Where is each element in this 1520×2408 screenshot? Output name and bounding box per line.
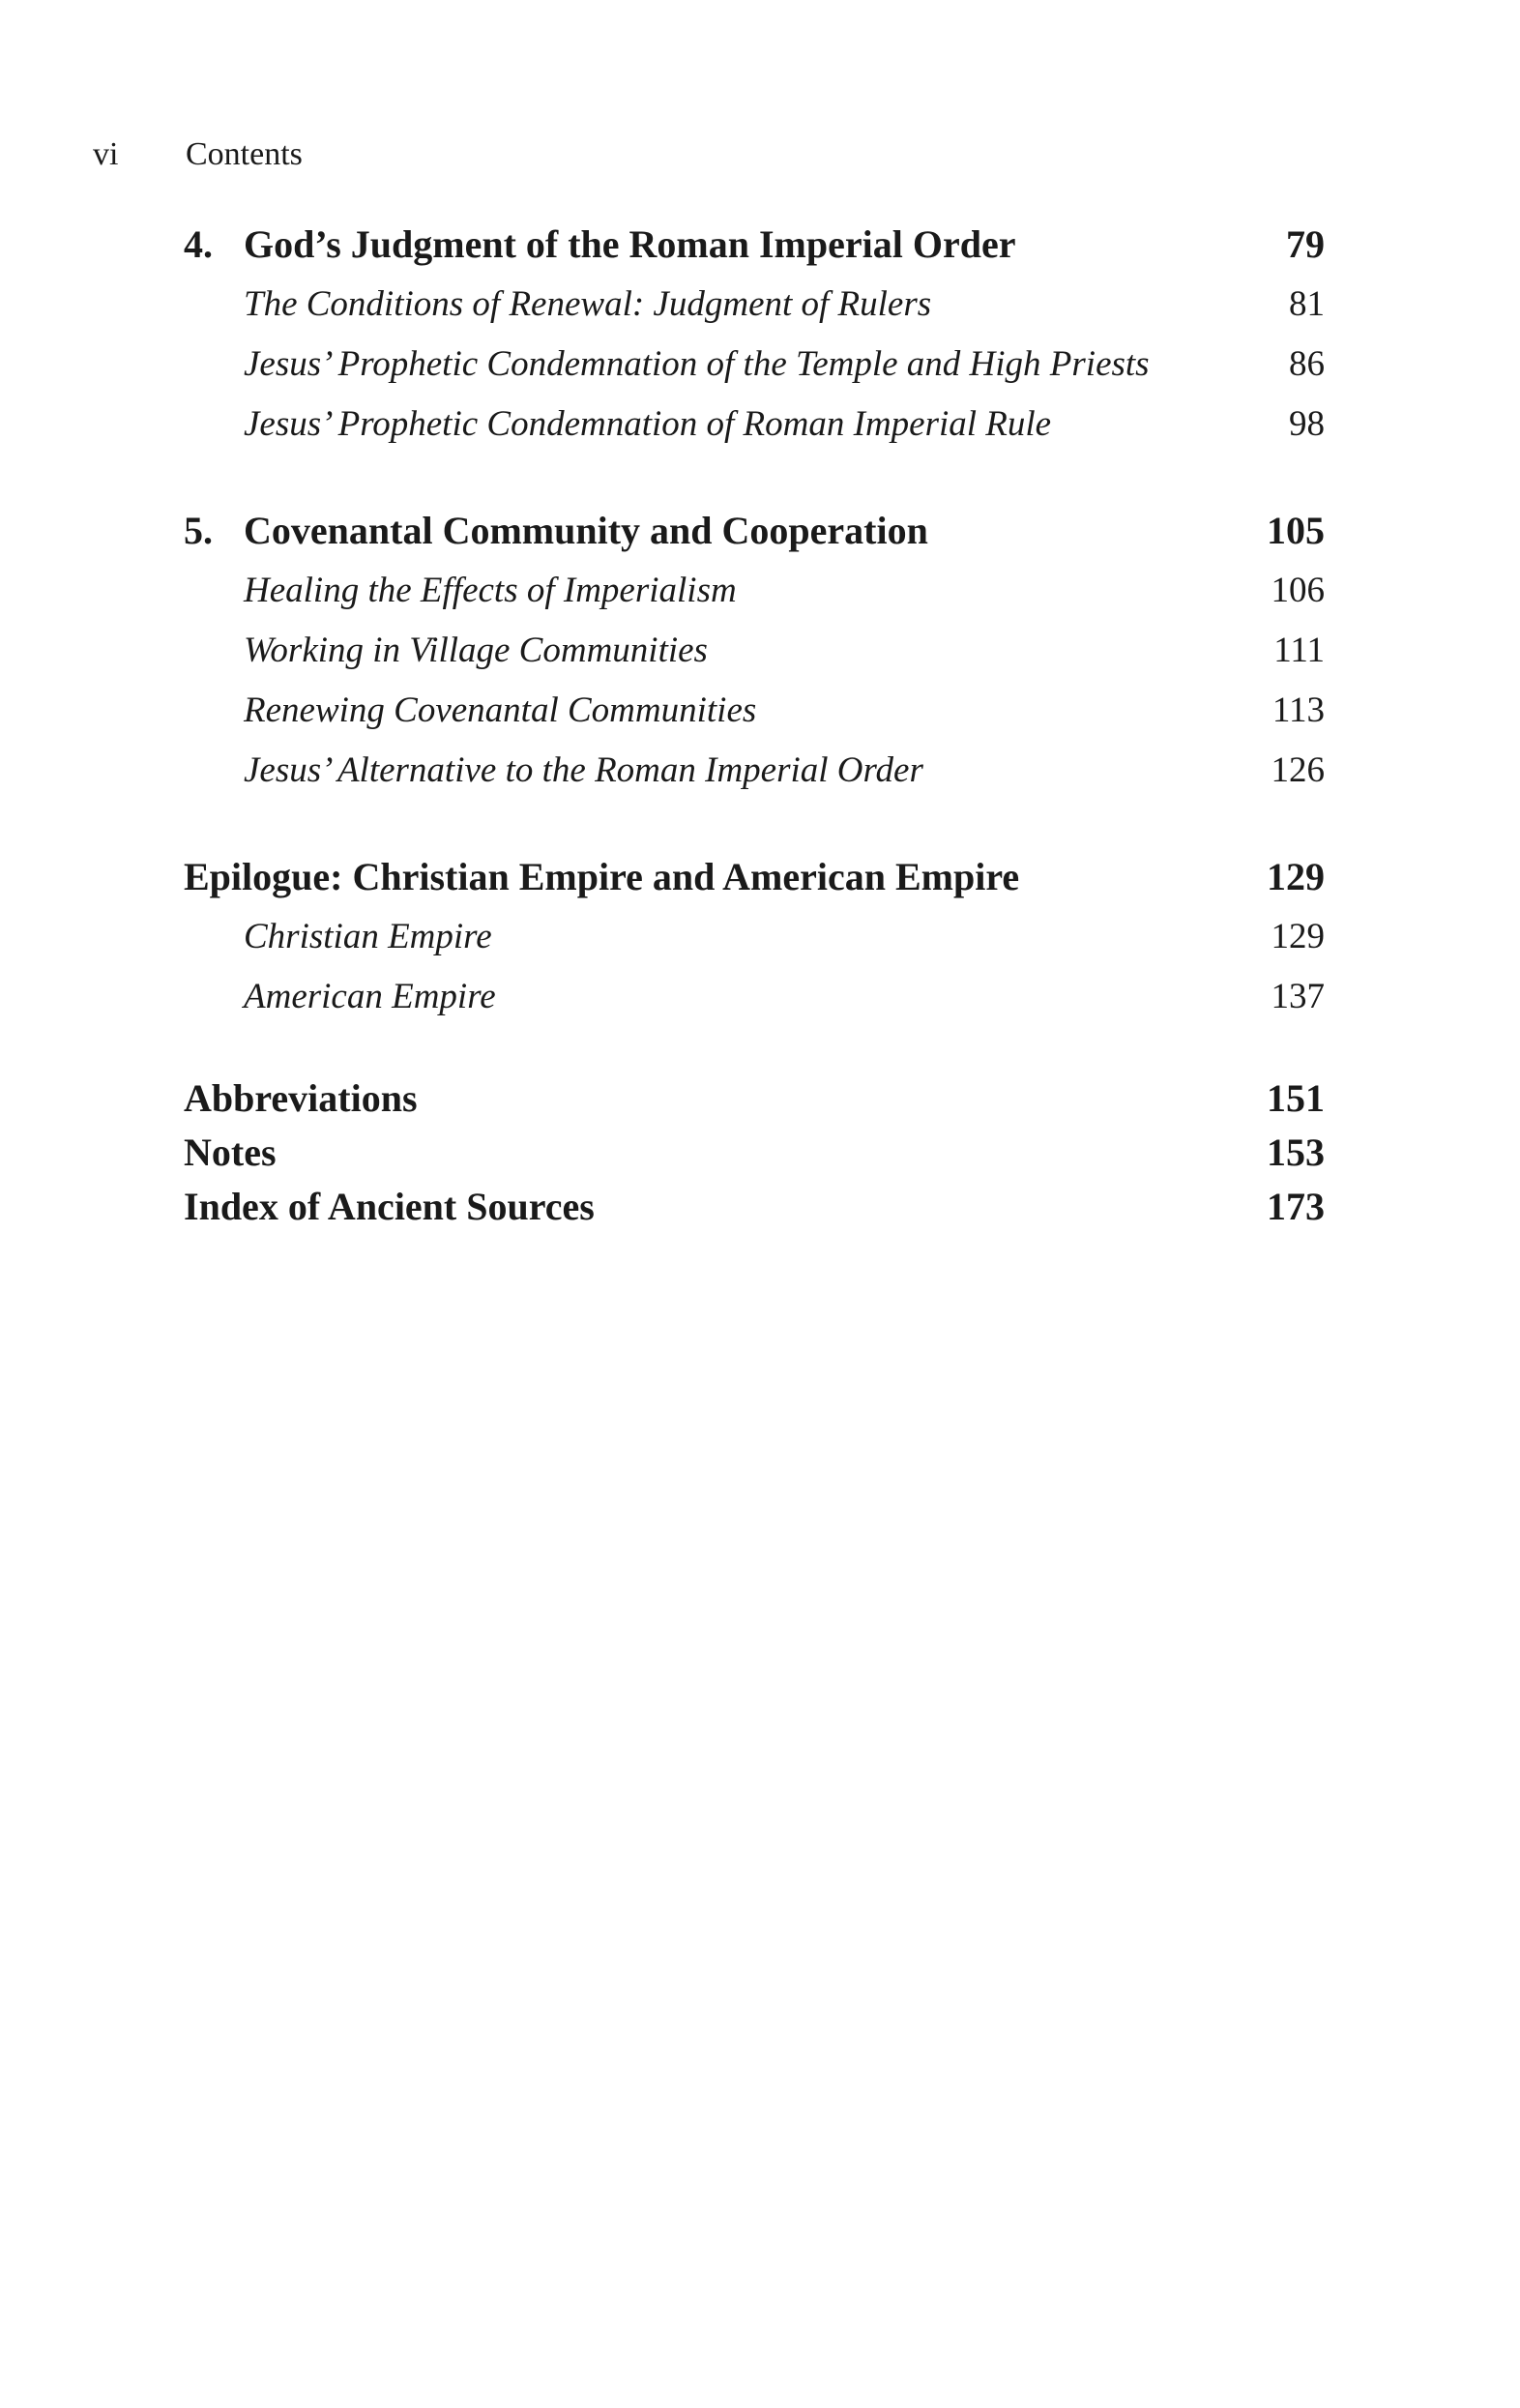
toc-notes[interactable] — [184, 1126, 1325, 1180]
chapter-page: 79 — [1286, 222, 1325, 266]
spacer — [184, 1027, 1325, 1072]
section-page: 106 — [1271, 571, 1325, 610]
toc-section[interactable] — [184, 561, 1325, 621]
toc-section[interactable] — [184, 967, 1325, 1027]
spacer — [184, 801, 1325, 847]
toc-chapter-4[interactable] — [184, 215, 1325, 275]
section-title: The Conditions of Renewal: Judgment of Rulers — [244, 284, 932, 324]
page-number: vi — [93, 136, 119, 172]
toc-section[interactable] — [184, 741, 1325, 801]
backmatter-title: Notes — [184, 1131, 277, 1174]
running-head-title: Contents — [186, 136, 303, 172]
chapter-title: God’s Judgment of the Roman Imperial Order — [244, 222, 1016, 266]
chapter-number: 5. — [184, 509, 213, 552]
section-page: 81 — [1289, 284, 1325, 324]
backmatter-title: Abbreviations — [184, 1076, 418, 1120]
toc-section[interactable] — [184, 621, 1325, 681]
toc-section[interactable] — [184, 681, 1325, 741]
toc-chapter-5[interactable] — [184, 501, 1325, 561]
chapter-title: Covenantal Community and Cooperation — [244, 509, 928, 552]
section-title: Working in Village Communities — [244, 631, 708, 670]
chapter-number: 4. — [184, 222, 213, 266]
backmatter-page: 173 — [1267, 1185, 1325, 1228]
toc-epilogue[interactable] — [184, 847, 1325, 907]
epilogue-page: 129 — [1267, 855, 1325, 898]
section-title: Renewing Covenantal Communities — [244, 690, 757, 730]
section-title: Christian Empire — [244, 917, 492, 956]
table-of-contents — [184, 215, 1325, 1234]
running-head — [93, 135, 303, 174]
section-title: Healing the Effects of Imperialism — [244, 571, 737, 610]
section-page: 111 — [1273, 631, 1325, 670]
section-title: Jesus’ Prophetic Condemnation of the Temple and High Priests — [244, 344, 1150, 384]
section-page: 86 — [1289, 344, 1325, 384]
section-page: 126 — [1271, 750, 1325, 790]
section-page: 98 — [1289, 404, 1325, 444]
section-page: 113 — [1272, 690, 1325, 730]
toc-section[interactable] — [184, 907, 1325, 967]
section-page: 129 — [1271, 917, 1325, 956]
toc-section[interactable] — [184, 275, 1325, 335]
toc-abbreviations[interactable] — [184, 1072, 1325, 1126]
backmatter-title: Index of Ancient Sources — [184, 1185, 595, 1228]
toc-section[interactable] — [184, 335, 1325, 395]
backmatter-page: 151 — [1267, 1076, 1325, 1120]
toc-section[interactable] — [184, 395, 1325, 455]
section-title: Jesus’ Prophetic Condemnation of Roman Imperial Rule — [244, 404, 1052, 444]
spacer — [184, 455, 1325, 501]
section-title: Jesus’ Alternative to the Roman Imperial Order — [244, 750, 923, 790]
chapter-page: 105 — [1267, 509, 1325, 552]
epilogue-title: Epilogue: Christian Empire and American Empire — [184, 855, 1020, 898]
section-title: American Empire — [244, 977, 496, 1016]
section-page: 137 — [1271, 977, 1325, 1016]
toc-index[interactable] — [184, 1180, 1325, 1234]
backmatter-page: 153 — [1267, 1131, 1325, 1174]
